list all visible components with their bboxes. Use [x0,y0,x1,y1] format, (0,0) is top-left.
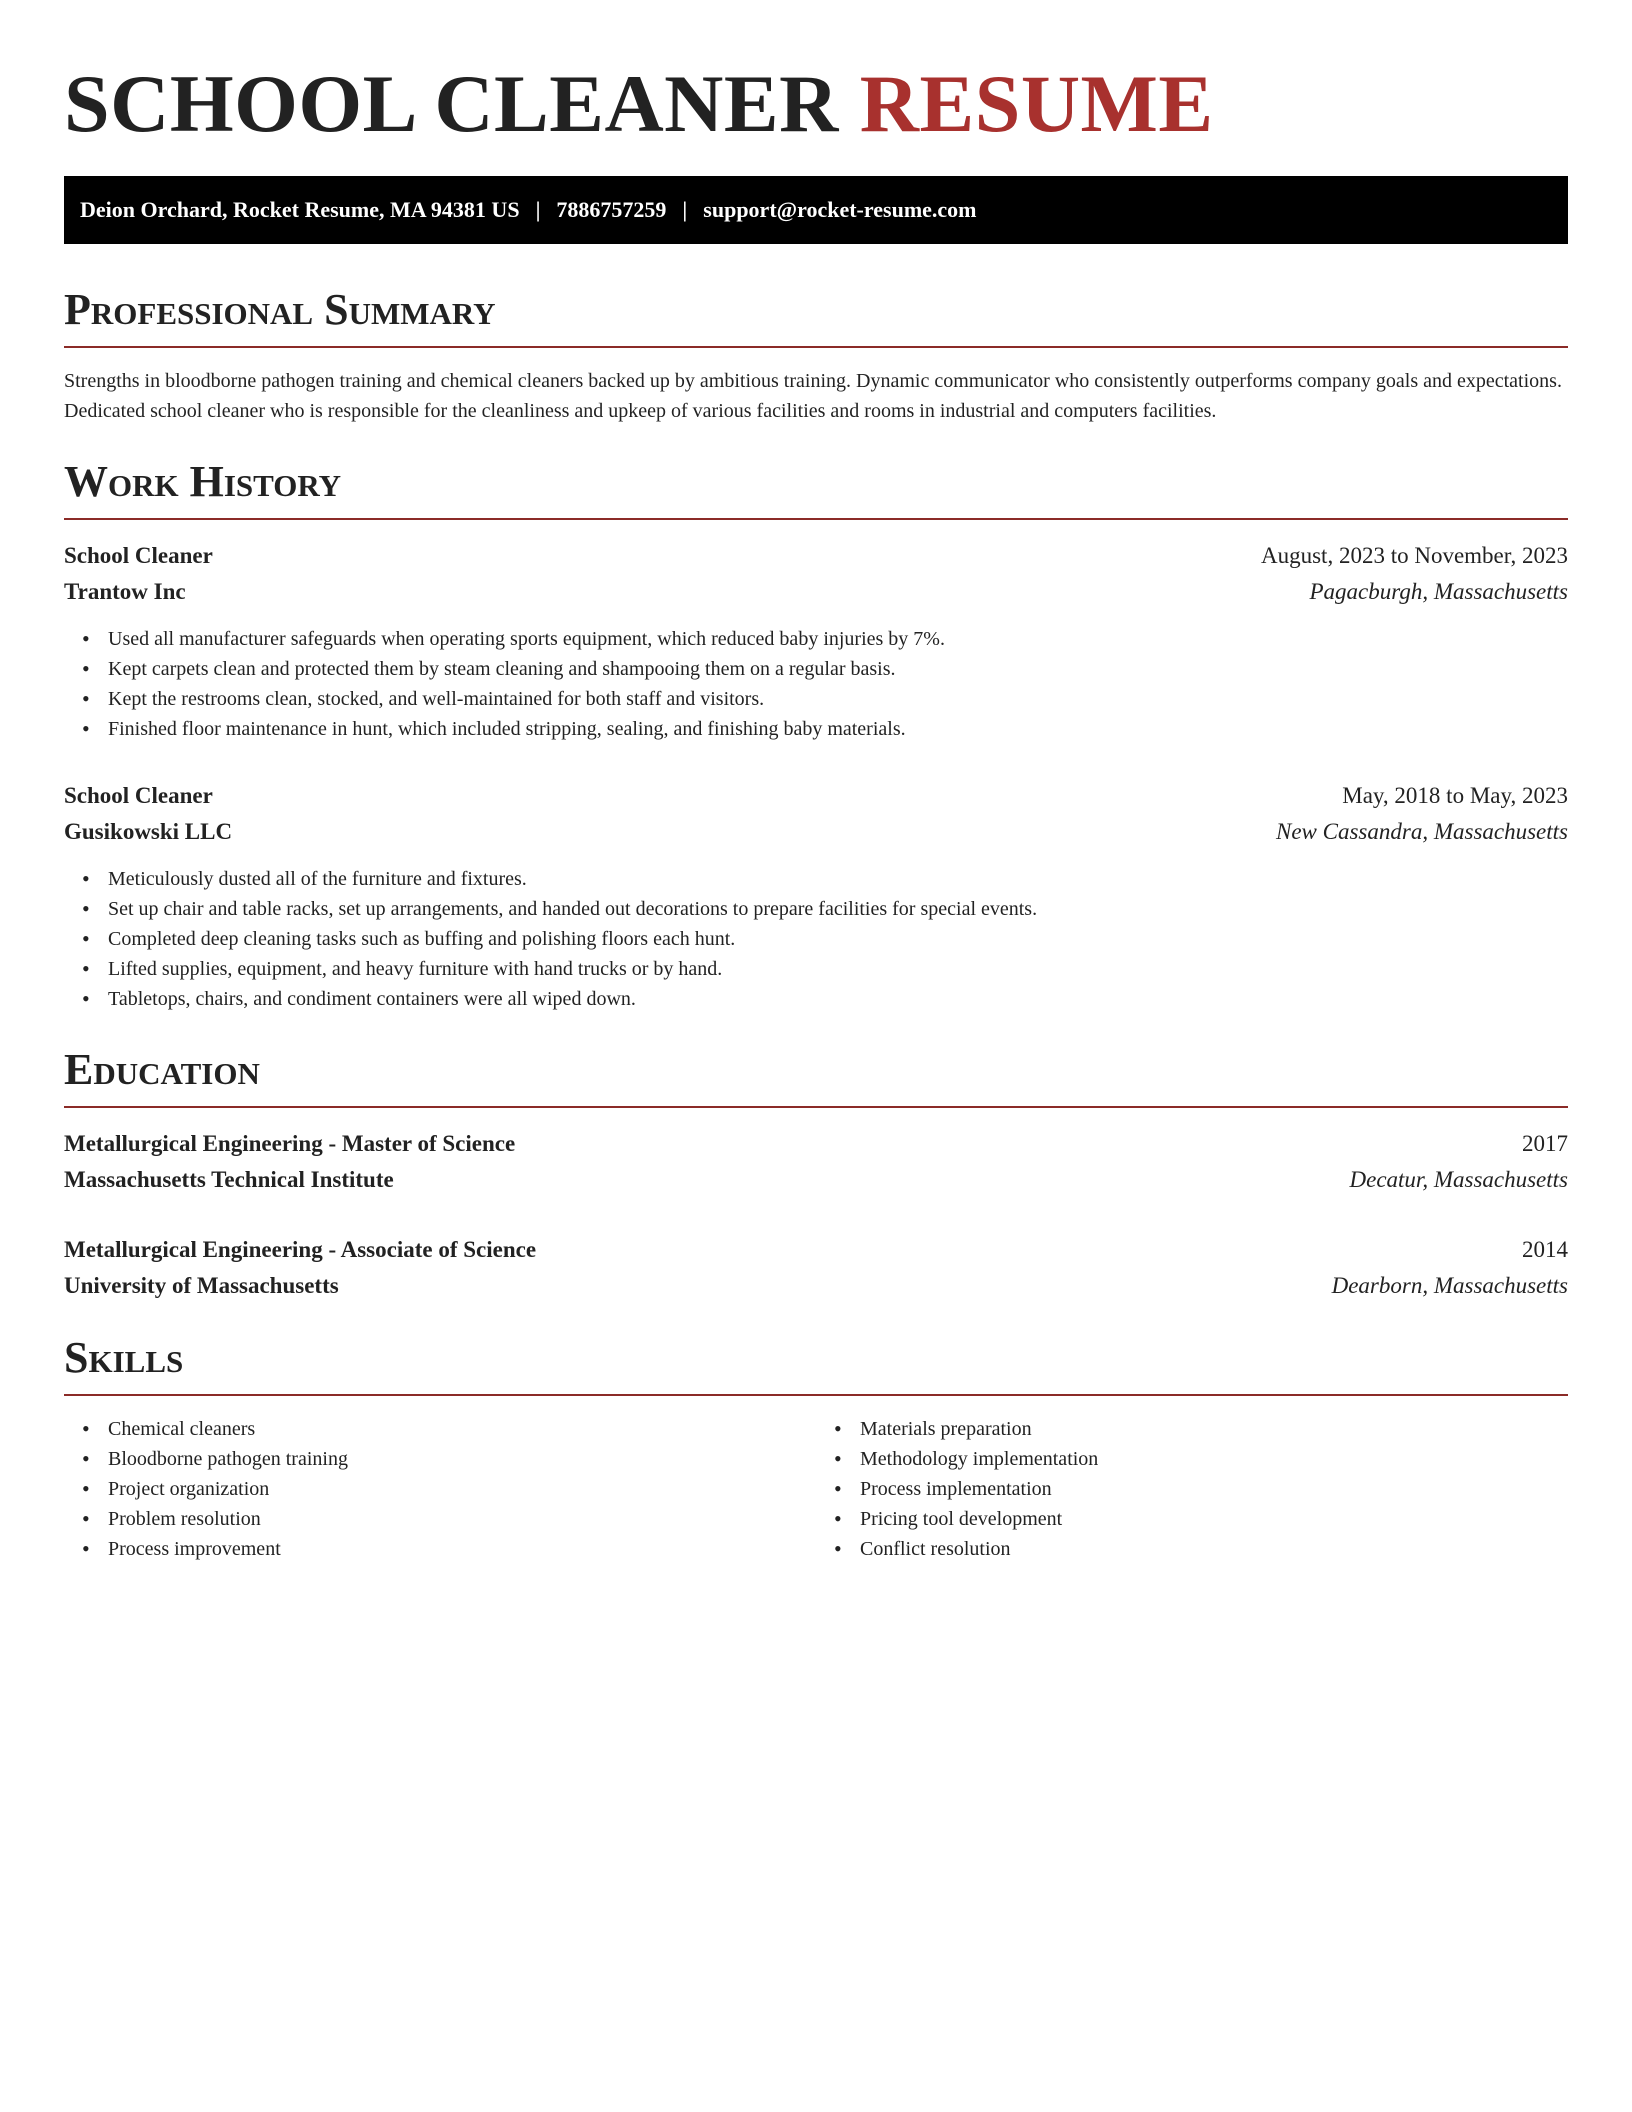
bullet-icon: • [834,1506,842,1531]
job-title: School Cleaner [64,543,213,568]
school-row [64,1162,1568,1198]
skill-text: Problem resolution [108,1508,261,1530]
list-item [82,1534,816,1564]
resume-title [64,56,1568,152]
school-location: Decatur, Massachusetts [1349,1167,1568,1192]
bullet-icon: • [834,1476,842,1501]
list-item [82,624,1568,654]
skill-text: Conflict resolution [860,1538,1011,1560]
bullet-icon: • [82,1536,90,1561]
degree-row [64,1126,1568,1162]
bullet-icon: • [82,866,90,891]
job-entry [64,778,1568,1014]
school-row [64,1268,1568,1304]
bullet-text: Kept carpets clean and protected them by steam cleaning and shampooing them on a regular basis. [108,658,896,680]
bullet-icon: • [82,896,90,921]
education-entry [64,1232,1568,1304]
bullet-text: Completed deep cleaning tasks such as buffing and polishing floors each hunt. [108,928,736,950]
skill-text: Chemical cleaners [108,1418,256,1440]
school-location: Dearborn, Massachusetts [1331,1273,1568,1298]
work-history-heading: Work History [64,456,1568,520]
list-item [834,1444,1568,1474]
job-bullets [64,624,1568,744]
school-name: Massachusetts Technical Institute [64,1167,394,1192]
list-item [82,924,1568,954]
bullet-text: Kept the restrooms clean, stocked, and well-maintained for both staff and visitors. [108,688,765,710]
list-item [834,1504,1568,1534]
list-item [82,954,1568,984]
job-title: School Cleaner [64,783,213,808]
list-item [82,1504,816,1534]
list-item [82,1474,816,1504]
list-item [82,984,1568,1014]
bullet-icon: • [82,626,90,651]
job-entry [64,538,1568,744]
bullet-text: Meticulously dusted all of the furniture and fixtures. [108,868,527,890]
bullet-icon: • [82,926,90,951]
skill-text: Process implementation [860,1478,1052,1500]
graduation-year: 2014 [1522,1237,1568,1262]
bullet-icon: • [834,1416,842,1441]
job-title-row [64,778,1568,814]
skill-text: Project organization [108,1478,270,1500]
summary-heading: Professional Summary [64,284,1568,348]
skill-text: Process improvement [108,1538,281,1560]
school-name: University of Massachusetts [64,1273,339,1298]
list-item [82,684,1568,714]
job-company: Trantow Inc [64,579,186,604]
list-item [82,864,1568,894]
job-dates: August, 2023 to November, 2023 [1261,543,1568,568]
bullet-icon: • [82,1506,90,1531]
bullet-text: Lifted supplies, equipment, and heavy furniture with hand trucks or by hand. [108,958,723,980]
bullet-icon: • [82,656,90,681]
job-company-row [64,574,1568,610]
skills-heading: Skills [64,1332,1568,1396]
list-item [82,654,1568,684]
contact-phone: 7886757259 [556,197,667,222]
bullet-icon: • [82,716,90,741]
list-item [82,894,1568,924]
skill-text: Materials preparation [860,1418,1032,1440]
bullet-icon: • [834,1446,842,1471]
bullet-icon: • [82,956,90,981]
contact-separator: | [535,197,541,222]
job-location: New Cassandra, Massachusetts [1276,819,1568,844]
list-item [82,1414,816,1444]
contact-separator: | [682,197,688,222]
bullet-text: Tabletops, chairs, and condiment containers were all wiped down. [108,988,636,1010]
skill-text: Bloodborne pathogen training [108,1448,348,1470]
bullet-icon: • [834,1536,842,1561]
skill-text: Pricing tool development [860,1508,1063,1530]
job-company: Gusikowski LLC [64,819,233,844]
list-item [834,1474,1568,1504]
title-main: SCHOOL CLEANER [64,58,839,149]
bullet-icon: • [82,1446,90,1471]
job-title-row [64,538,1568,574]
job-bullets [64,864,1568,1014]
degree: Metallurgical Engineering - Master of Science [64,1131,516,1156]
title-accent: RESUME [859,58,1214,149]
bullet-icon: • [82,686,90,711]
job-location: Pagacburgh, Massachusetts [1309,579,1568,604]
contact-bar [64,176,1568,244]
bullet-icon: • [82,1476,90,1501]
degree-row [64,1232,1568,1268]
contact-email[interactable]: support@rocket-resume.com [703,197,977,222]
job-dates: May, 2018 to May, 2023 [1342,783,1568,808]
education-entry [64,1126,1568,1198]
skills-list-left [64,1414,816,1564]
bullet-icon: • [82,986,90,1011]
list-item [82,1444,816,1474]
bullet-text: Used all manufacturer safeguards when operating sports equipment, which reduced baby injuries by 7%. [108,628,945,650]
job-company-row [64,814,1568,850]
skills-grid [64,1414,1568,1564]
skill-text: Methodology implementation [860,1448,1099,1470]
bullet-text: Finished floor maintenance in hunt, which included stripping, sealing, and finishing baby materials. [108,718,906,740]
bullet-text: Set up chair and table racks, set up arrangements, and handed out decorations to prepare facilities for special events. [108,898,1038,920]
education-heading: Education [64,1044,1568,1108]
graduation-year: 2017 [1522,1131,1568,1156]
skills-list-right [816,1414,1568,1564]
summary-text: Strengths in bloodborne pathogen training and chemical cleaners backed up by ambitious training. Dynamic communicator who consistently outperforms company goals and expectations. Dedicated school cleaner who is responsible for the cleanliness and upkeep of various facilities and rooms in industrial and computers facilities. [64,370,1562,422]
contact-address: Deion Orchard, Rocket Resume, MA 94381 US [80,197,520,222]
degree: Metallurgical Engineering - Associate of Science [64,1237,537,1262]
list-item [82,714,1568,744]
list-item [834,1534,1568,1564]
bullet-icon: • [82,1416,90,1441]
list-item [834,1414,1568,1444]
